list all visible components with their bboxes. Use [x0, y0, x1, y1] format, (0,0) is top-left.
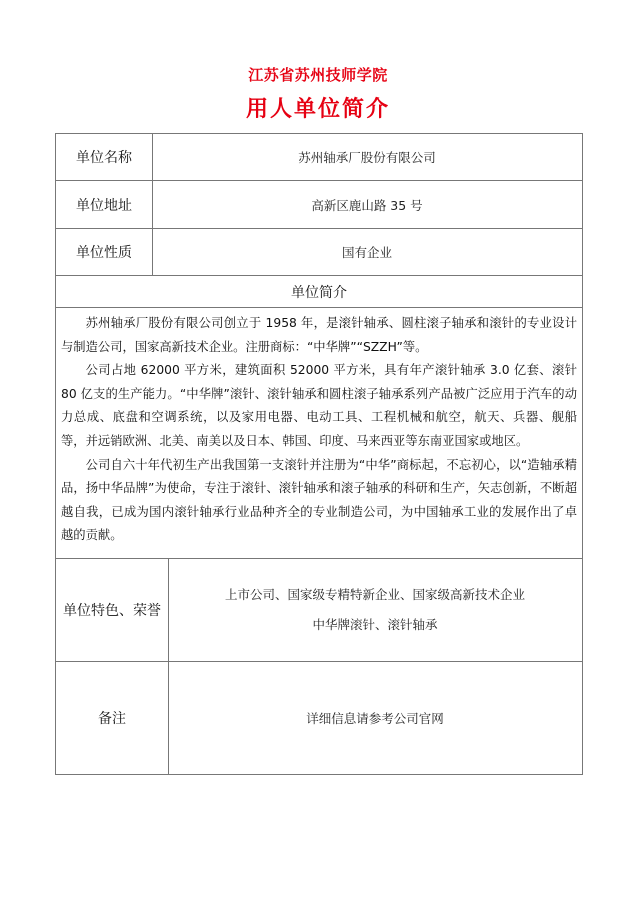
page-title: 用人单位简介 — [245, 97, 390, 122]
intro-body — [61, 312, 577, 548]
intro-heading: 单位简介 — [291, 284, 347, 301]
row-remarks — [56, 662, 582, 774]
company-address-label: 单位地址 — [76, 197, 132, 214]
company-nature-label: 单位性质 — [76, 245, 132, 261]
honor-line: 上市公司、国家级专精特新企业、国家级高新技术企业 — [224, 587, 525, 602]
remarks-label: 备注 — [98, 711, 126, 727]
company-address-value: 高新区鹿山路 35 号 — [311, 197, 423, 213]
intro-paragraph: 公司自六十年代初生产出我国第一支滚针并注册为“中华”商标起，不忘初心，以“造轴承精品，扬中华品牌”为使命，专注于滚针、滚针轴承和滚子轴承的科研和生产，矢志创新，不断超越自我，已成为国内滚针轴承行业品种齐全的专业制造公司，为中国轴承工业的发展作出了卓越的贡献。 — [61, 457, 577, 543]
company-profile-form — [55, 133, 583, 775]
row-honors — [56, 559, 582, 662]
row-company-address — [56, 181, 582, 229]
row-intro-heading — [56, 276, 582, 308]
company-name-label: 单位名称 — [76, 150, 132, 166]
row-company-nature — [56, 229, 582, 276]
honors-label: 单位特色、荣誉 — [63, 603, 161, 619]
honors-values — [168, 559, 582, 661]
intro-paragraph: 公司占地 62000 平方米，建筑面积 52000 平方米，具有年产滚针轴承 3.0 亿套、滚针 80 亿支的生产能力。“中华牌”滚针、滚针轴承和圆柱滚子轴承系列产品被广泛应用于汽车的动力总成、底盘和空调系统，以及家用电器、电动工具、工程机械和航空，航天、兵器、舰船等，并远销欧洲、北美、南美以及日本、韩国、印度、马来西亚等东南亚国家或地区。 — [61, 363, 577, 448]
company-name-value: 苏州轴承厂股份有限公司 — [298, 150, 436, 165]
intro-paragraph: 苏州轴承厂股份有限公司创立于 1958 年，是滚针轴承、圆柱滚子轴承和滚针的专业设计与制造公司，国家高新技术企业。注册商标：“中华牌”“SZZH”等。 — [61, 316, 577, 354]
remarks-value: 详细信息请参考公司官网 — [306, 711, 444, 726]
company-nature-value: 国有企业 — [341, 245, 392, 260]
honor-line: 中华牌滚针、滚针轴承 — [312, 617, 438, 632]
row-company-name — [56, 134, 582, 181]
school-name: 江苏省苏州技师学院 — [248, 66, 388, 84]
